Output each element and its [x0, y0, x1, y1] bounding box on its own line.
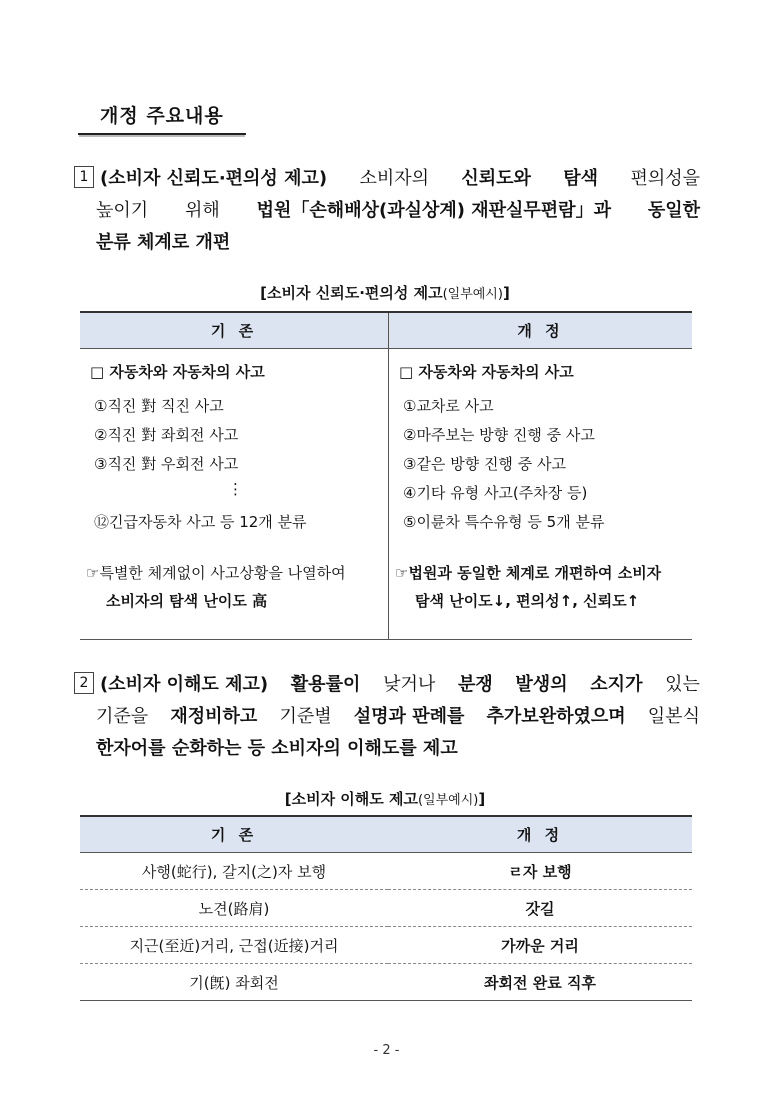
old-item: ②직진 對 좌회전 사고	[94, 426, 239, 444]
item1-word: 법원「손해배상(과실상계) 재판실무편람」과	[256, 200, 611, 221]
table2-old-cell: 기(旣) 좌회전	[80, 964, 388, 1001]
item2-word: 기준을	[96, 706, 149, 727]
table2-old-cell: 노견(路肩)	[80, 890, 388, 927]
table2-new-cell: 좌회전 완료 직후	[388, 964, 692, 1001]
item1-paragraph	[74, 163, 700, 259]
item2-paragraph	[74, 669, 700, 765]
table2-header-old: 기 존	[80, 816, 388, 853]
item2-word: 재정비하고	[170, 706, 258, 727]
new-note-line1: ☞법원과 동일한 체계로 개편하여 소비자	[395, 564, 662, 582]
new-note-line2: 탐색 난이도↓, 편의성↑, 신뢰도↑	[415, 592, 640, 610]
section-title-text: 개정 주요내용	[100, 105, 224, 127]
table2-caption-end: ]	[478, 790, 486, 808]
section-title	[78, 93, 246, 135]
page-number: - 2 -	[373, 1043, 400, 1058]
new-item: ③같은 방향 진행 중 사고	[403, 455, 566, 473]
item1-word: 탐색	[563, 168, 599, 189]
old-note-line2: 소비자의 탐색 난이도 高	[106, 592, 268, 610]
table-row	[80, 853, 692, 890]
table1-cell-new	[389, 349, 693, 640]
item2-word: 활용률이	[290, 674, 361, 695]
table2-old-cell: 사행(蛇行), 갈지(之)자 보행	[80, 853, 388, 890]
new-item: ②마주보는 방향 진행 중 사고	[403, 426, 595, 444]
new-item: ④기타 유형 사고(주차장 등)	[403, 484, 588, 502]
item2-word: 있는	[665, 674, 700, 695]
new-item: ⑤이륜차 특수유형 등 5개 분류	[403, 513, 605, 531]
table-row	[80, 890, 692, 927]
table2-header-new: 개 정	[388, 816, 692, 853]
table2	[80, 815, 692, 1001]
item2-number-box: 2	[74, 672, 94, 694]
item1-line3: 분류 체계로 개편	[96, 232, 231, 253]
table1-caption-text: [소비자 신뢰도·편의성 제고	[260, 284, 443, 302]
table1-header-new: 개 정	[389, 312, 693, 349]
item1-word: 신뢰도와	[461, 168, 531, 189]
table2-new-cell: 가까운 거리	[388, 927, 692, 964]
table2-new-cell: 갓길	[388, 890, 692, 927]
item2-word: 기준별	[279, 706, 332, 727]
table2-caption	[78, 788, 692, 809]
new-item: ①교차로 사고	[403, 397, 494, 415]
old-note-line1: ☞특별한 체계없이 사고상황을 나열하여	[86, 564, 346, 582]
table-row	[80, 964, 692, 1001]
item2-word: 추가보완하였으며	[486, 706, 626, 727]
item1-word: 동일한	[647, 200, 700, 221]
table2-caption-small: (일부예시)	[417, 793, 479, 808]
table1-caption	[78, 282, 692, 303]
old-item: ①직진 對 직진 사고	[94, 397, 224, 415]
item2-line3: 한자어를 순화하는 등 소비자의 이해도를 제고	[96, 738, 458, 759]
table1	[80, 311, 692, 640]
item2-word: 설명과 판례를	[353, 706, 465, 727]
table1-cell-old	[80, 349, 389, 640]
item1-word: 높이기	[96, 200, 149, 221]
item1-number-box: 1	[74, 166, 94, 188]
table1-caption-small: (일부예시)	[442, 287, 503, 302]
item2-word: 낮거나	[383, 674, 436, 695]
item1-heading: (소비자 신뢰도·편의성 제고)	[100, 168, 328, 189]
table-row	[80, 927, 692, 964]
table1-header-old: 기 존	[80, 312, 389, 349]
item2-word: 발생의	[515, 674, 568, 695]
item2-word: 분쟁	[457, 674, 493, 695]
table2-old-cell: 지근(至近)거리, 근접(近接)거리	[80, 927, 388, 964]
old-heading: □ 자동차와 자동차의 사고	[90, 363, 265, 381]
old-item: ③직진 對 우회전 사고	[94, 455, 239, 473]
item1-word: 편의성을	[630, 168, 700, 189]
table2-caption-text: [소비자 이해도 제고	[284, 790, 418, 808]
item2-word: 일본식	[647, 706, 700, 727]
table1-caption-end: ]	[502, 284, 510, 302]
item1-word: 위해	[185, 200, 220, 221]
table2-new-cell: ㄹ자 보행	[388, 853, 692, 890]
old-item-ellipsis: ⋮	[228, 480, 243, 498]
new-heading: □ 자동차와 자동차의 사고	[399, 363, 574, 381]
old-item: ⑫긴급자동차 사고 등 12개 분류	[94, 513, 307, 531]
item1-word: 소비자의	[359, 168, 430, 189]
item2-word: 소지가	[590, 674, 643, 695]
item2-heading: (소비자 이해도 제고)	[100, 674, 269, 695]
